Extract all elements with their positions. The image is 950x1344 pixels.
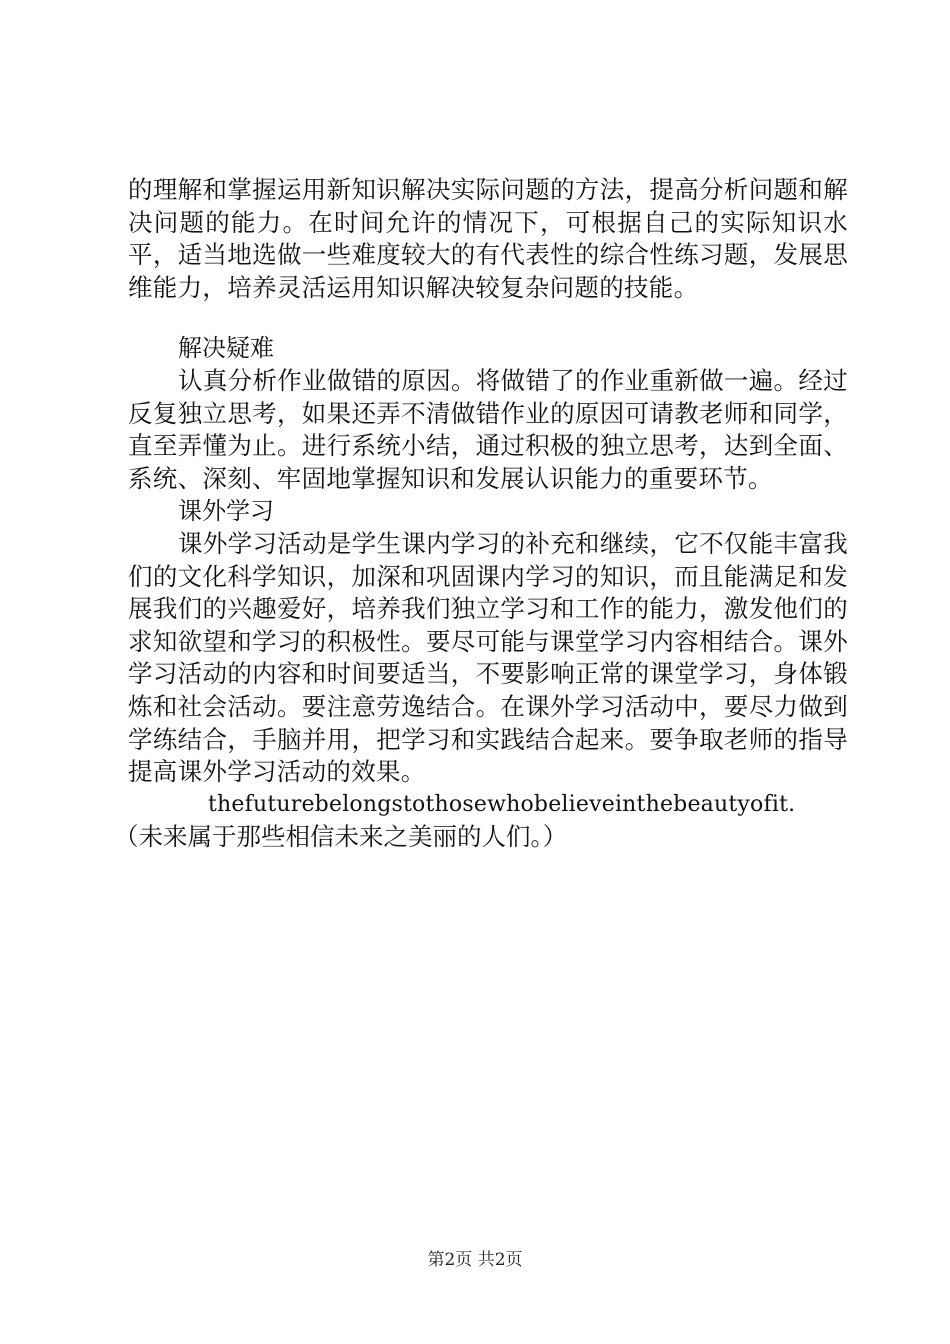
document-body (114, 174, 848, 854)
paragraph-resolve-doubts: 认真分析作业做错的原因。将做错了的作业重新做一遍。经过反复独立思考，如果还弄不清做错作业的原因可请教老师和同学，直至弄懂为止。进行系统小结，通过积极的独立思考，达到全面、系统、深刻、牢固地掌握知识和发展认识能力的重要环节。 (128, 365, 848, 493)
paragraph-gap (128, 304, 848, 332)
section-heading-extracurricular: 课外学习 (178, 497, 274, 526)
paragraph-continued: 的理解和掌握运用新知识解决实际问题的方法，提高分析问题和解决问题的能力。在时间允许的情况下，可根据自己的实际知识水平，适当地选做一些难度较大的有代表性的综合性练习题，发展思维能力，培养灵活运用知识解决较复杂问题的技能。 (128, 175, 848, 302)
quote-english: thefuturebelongstothosewhobelieveinthebeautyofit. (208, 791, 796, 817)
page-footer: 第2页 共2页 (427, 1250, 523, 1270)
quote-translation: （未来属于那些相信未来之美丽的人们。） (114, 822, 568, 852)
paragraph-extracurricular: 课外学习活动是学生课内学习的补充和继续，它不仅能丰富我们的文化科学知识，加深和巩固课内学习的知识，而且能满足和发展我们的兴趣爱好，培养我们独立学习和工作的能力，激发他们的求知欲望和学习的积极性。要尽可能与课堂学习内容相结合。课外学习活动的内容和时间要适当，不要影响正常的课堂学习，身体锻炼和社会活动。要注意劳逸结合。在课外学习活动中，要尽力做到学练结合，手脑并用，把学习和实践结合起来。要争取老师的指导提高课外学习活动的效果。 (128, 528, 848, 787)
section-heading-resolve-doubts: 解决疑难 (178, 334, 274, 363)
